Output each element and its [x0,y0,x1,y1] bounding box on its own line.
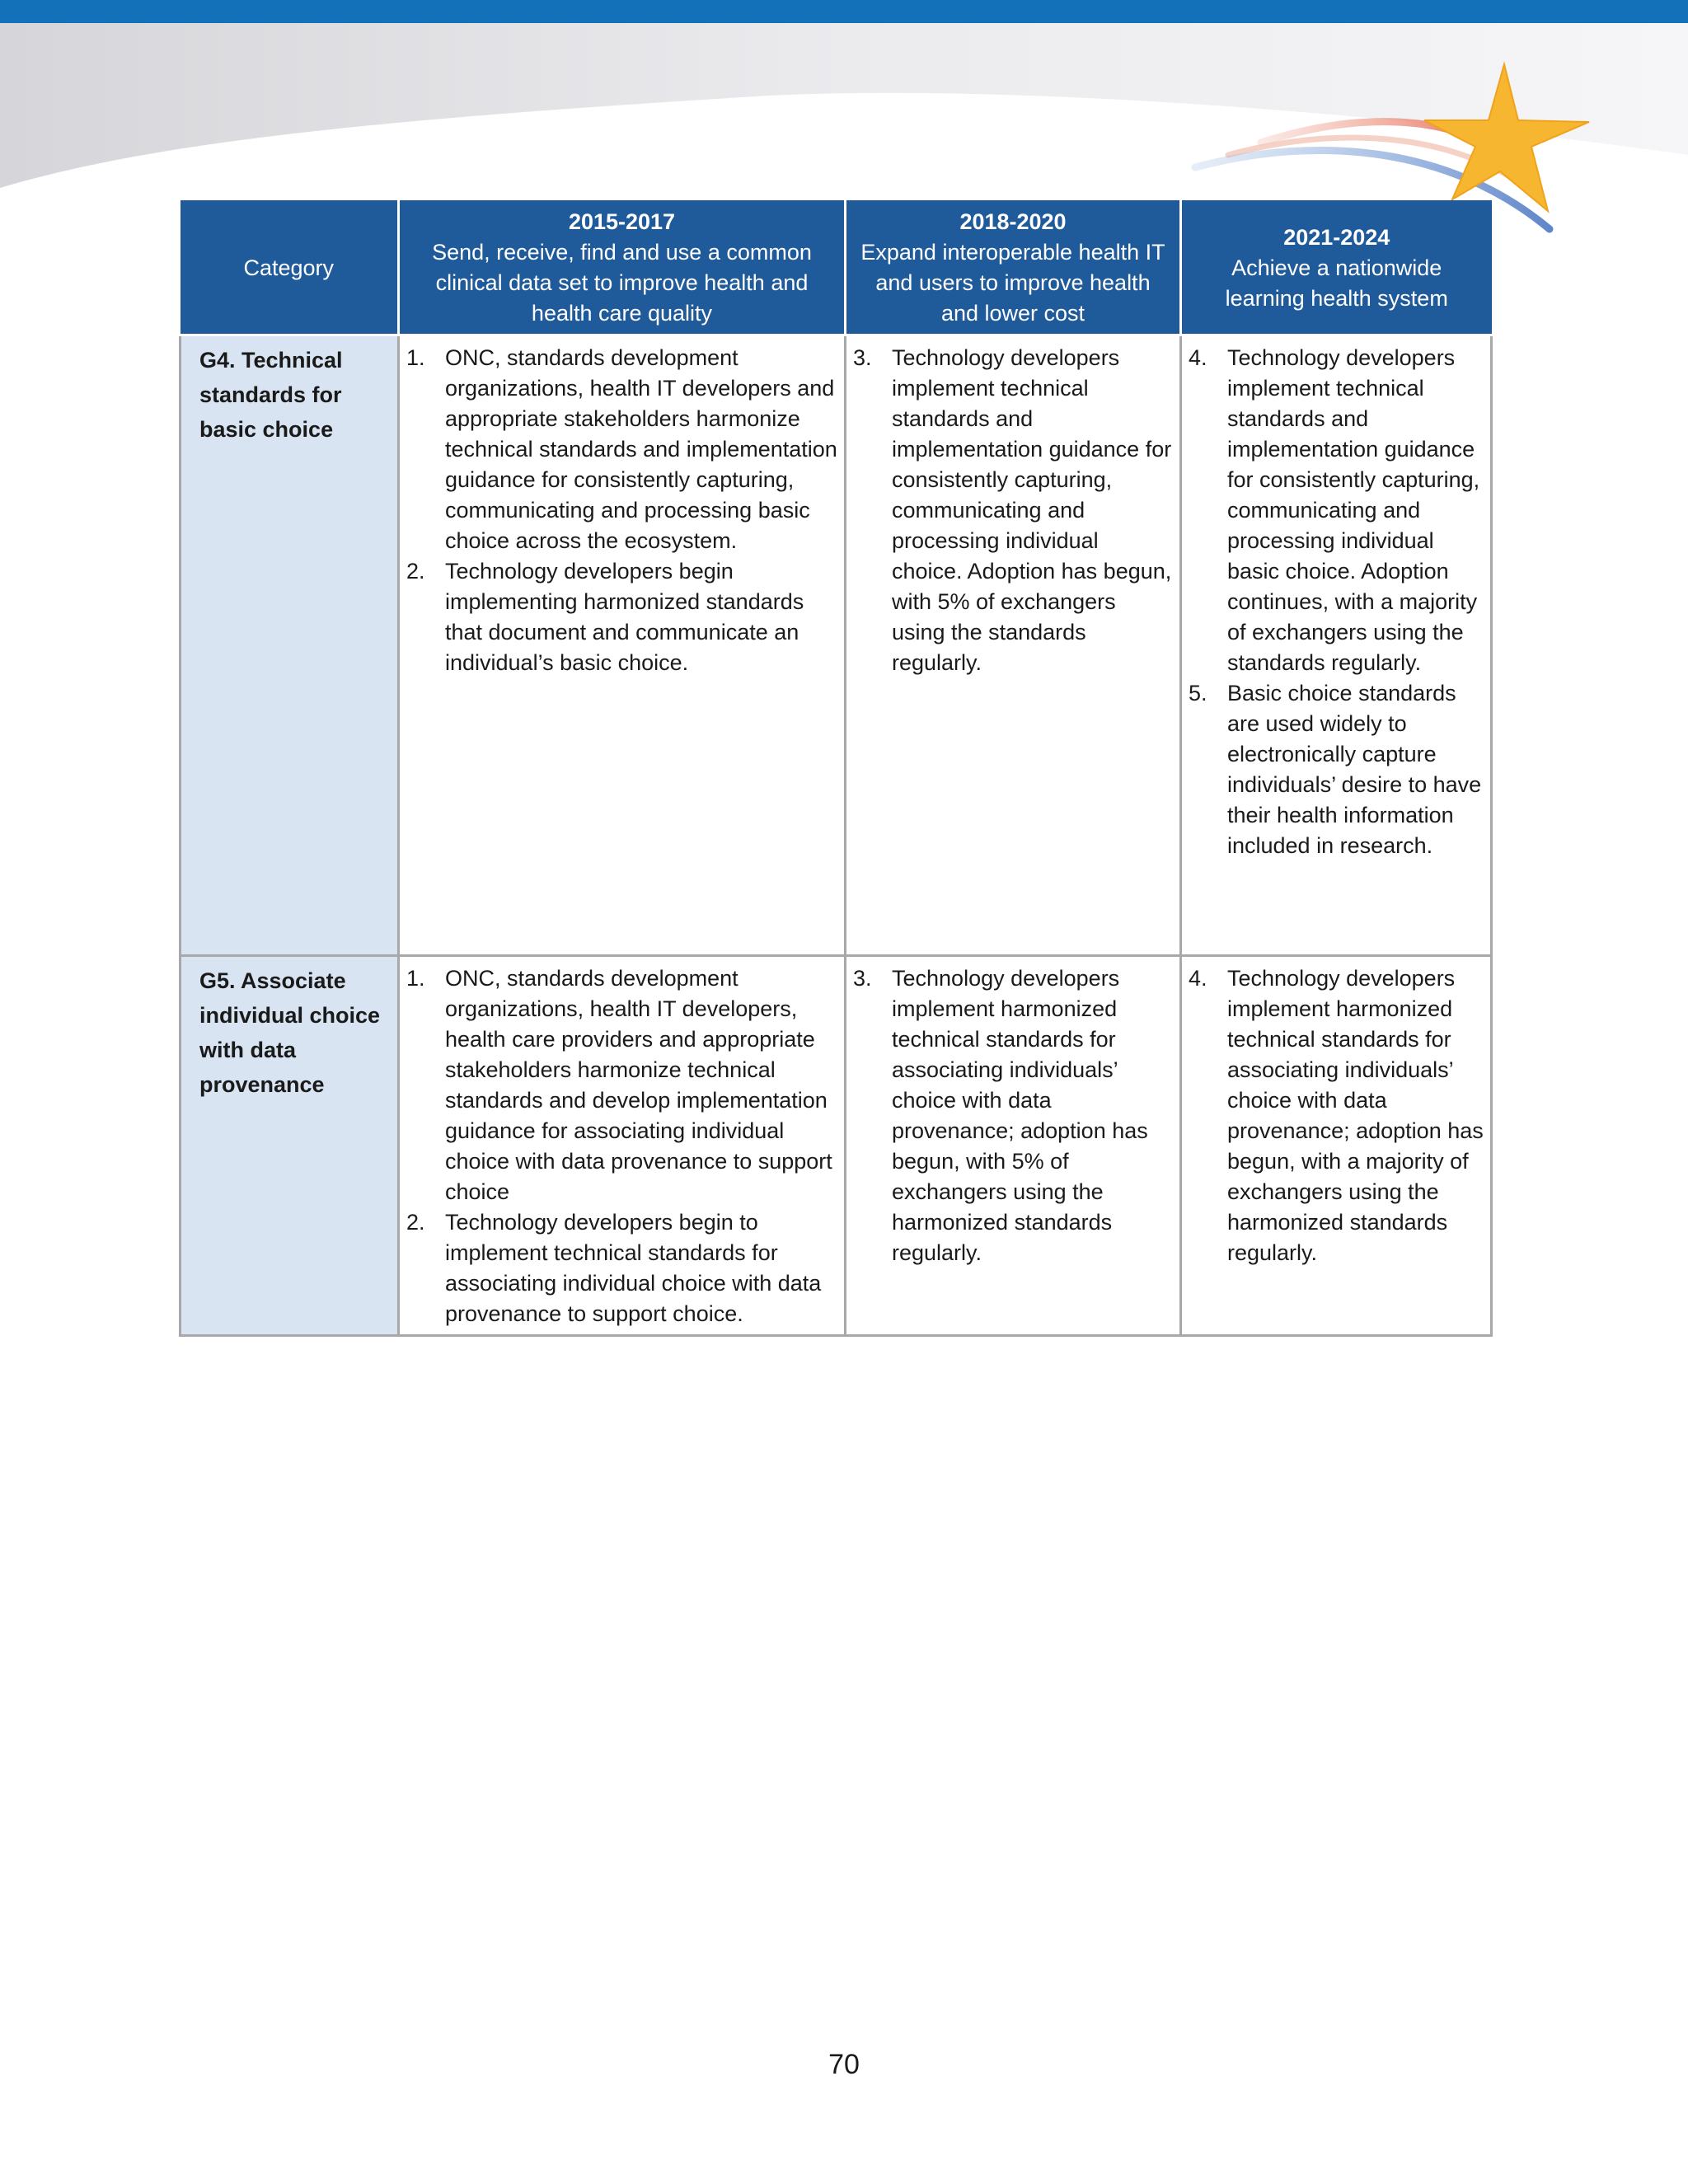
milestone-item [853,963,1173,1268]
milestones-cell-2021-2024 [1181,335,1492,956]
period-years: 2021-2024 [1283,224,1390,250]
milestone-text: Technology developers implement harmonized technical standards for associating individuals’ choice with data provenance; adoption has begun, with 5% of exchangers using the harmonized standards regularly. [892,966,1148,1265]
milestone-item [406,343,837,556]
milestone-item [1189,343,1484,678]
milestone-text: ONC, standards development organizations, health IT developers and appropriate stakeholders harmonize technical standards and implementation guidance for consistently capturing, communicating and processing basic choice across the ecosystem. [445,345,837,553]
period-years: 2015-2017 [568,209,676,234]
period-goal: Achieve a nationwide learning health system [1225,255,1448,311]
milestone-item [406,963,837,1207]
milestone-item [406,1207,837,1329]
milestone-text: Technology developers implement harmonized technical standards for associating individuals’ choice with data provenance; adoption has begun, with a majority of exchangers using the harmonized standards regularly. [1227,966,1484,1265]
category-label: G5. Associate individual choice with data provenance [199,968,381,1097]
period-goal: Send, receive, find and use a common clinical data set to improve health and health care quality [432,240,812,326]
milestone-item [1189,963,1484,1268]
milestone-number: 1. [406,966,425,991]
table-row [181,956,1492,1336]
milestone-text: Technology developers implement technical standards and implementation guidance for consistently capturing, communicating and processing individual choice. Adoption has begun, with 5% of exchangers using the standards regularly. [892,345,1172,675]
milestones-cell-2021-2024 [1181,956,1492,1336]
period-goal: Expand interoperable health IT and users to improve health and lower cost [860,240,1165,326]
milestone-number: 1. [406,345,425,370]
milestone-number: 4. [1189,966,1207,991]
roadmap-table [179,200,1493,1337]
milestone-item [406,556,837,678]
milestone-number: 2. [406,1210,425,1235]
category-cell [181,956,399,1336]
milestone-text: Technology developers implement technical standards and implementation guidance for consistently capturing, communicating and processing individual basic choice. Adoption continues, with a majority of exchangers using the standards regularly. [1227,345,1480,675]
milestone-text: ONC, standards development organizations, health IT developers, health care providers and appropriate stakeholders harmonize technical standards and develop implementation guidance for associating individual choice with data provenance to support choice [445,966,832,1204]
page-number: 70 [828,2049,860,2080]
category-label: G4. Technical standards for basic choice [199,348,343,442]
period-years: 2018-2020 [959,209,1067,234]
period-header-2018-2020 [846,200,1181,335]
period-header-2021-2024 [1181,200,1492,335]
milestone-list [406,963,837,1329]
milestones-cell-2018-2020 [846,956,1181,1336]
category-header-label: Category [243,255,335,280]
table-row [181,335,1492,956]
milestone-number: 2. [406,559,425,583]
category-column-header [181,200,399,335]
milestone-item [1189,678,1484,861]
top-banner-bar [0,0,1688,23]
milestones-cell-2015-2017 [399,956,846,1336]
table-header-row [181,200,1492,335]
milestone-list [853,963,1173,1268]
milestone-text: Basic choice standards are used widely to electronically capture individuals’ desire to have their health information included in research. [1227,681,1482,858]
milestone-list [1189,343,1484,861]
milestone-number: 3. [853,966,872,991]
milestone-text: Technology developers begin implementing harmonized standards that document and communicate an individual’s basic choice. [445,559,804,675]
category-cell [181,335,399,956]
milestone-list [853,343,1173,678]
milestone-number: 4. [1189,345,1207,370]
milestone-list [1189,963,1484,1268]
milestones-cell-2018-2020 [846,335,1181,956]
milestone-list [406,343,837,678]
milestone-item [853,343,1173,678]
period-header-2015-2017 [399,200,846,335]
milestone-text: Technology developers begin to implement technical standards for associating individual choice with data provenance to support choice. [445,1210,822,1326]
milestones-cell-2015-2017 [399,335,846,956]
milestone-number: 3. [853,345,872,370]
milestone-number: 5. [1189,681,1207,705]
